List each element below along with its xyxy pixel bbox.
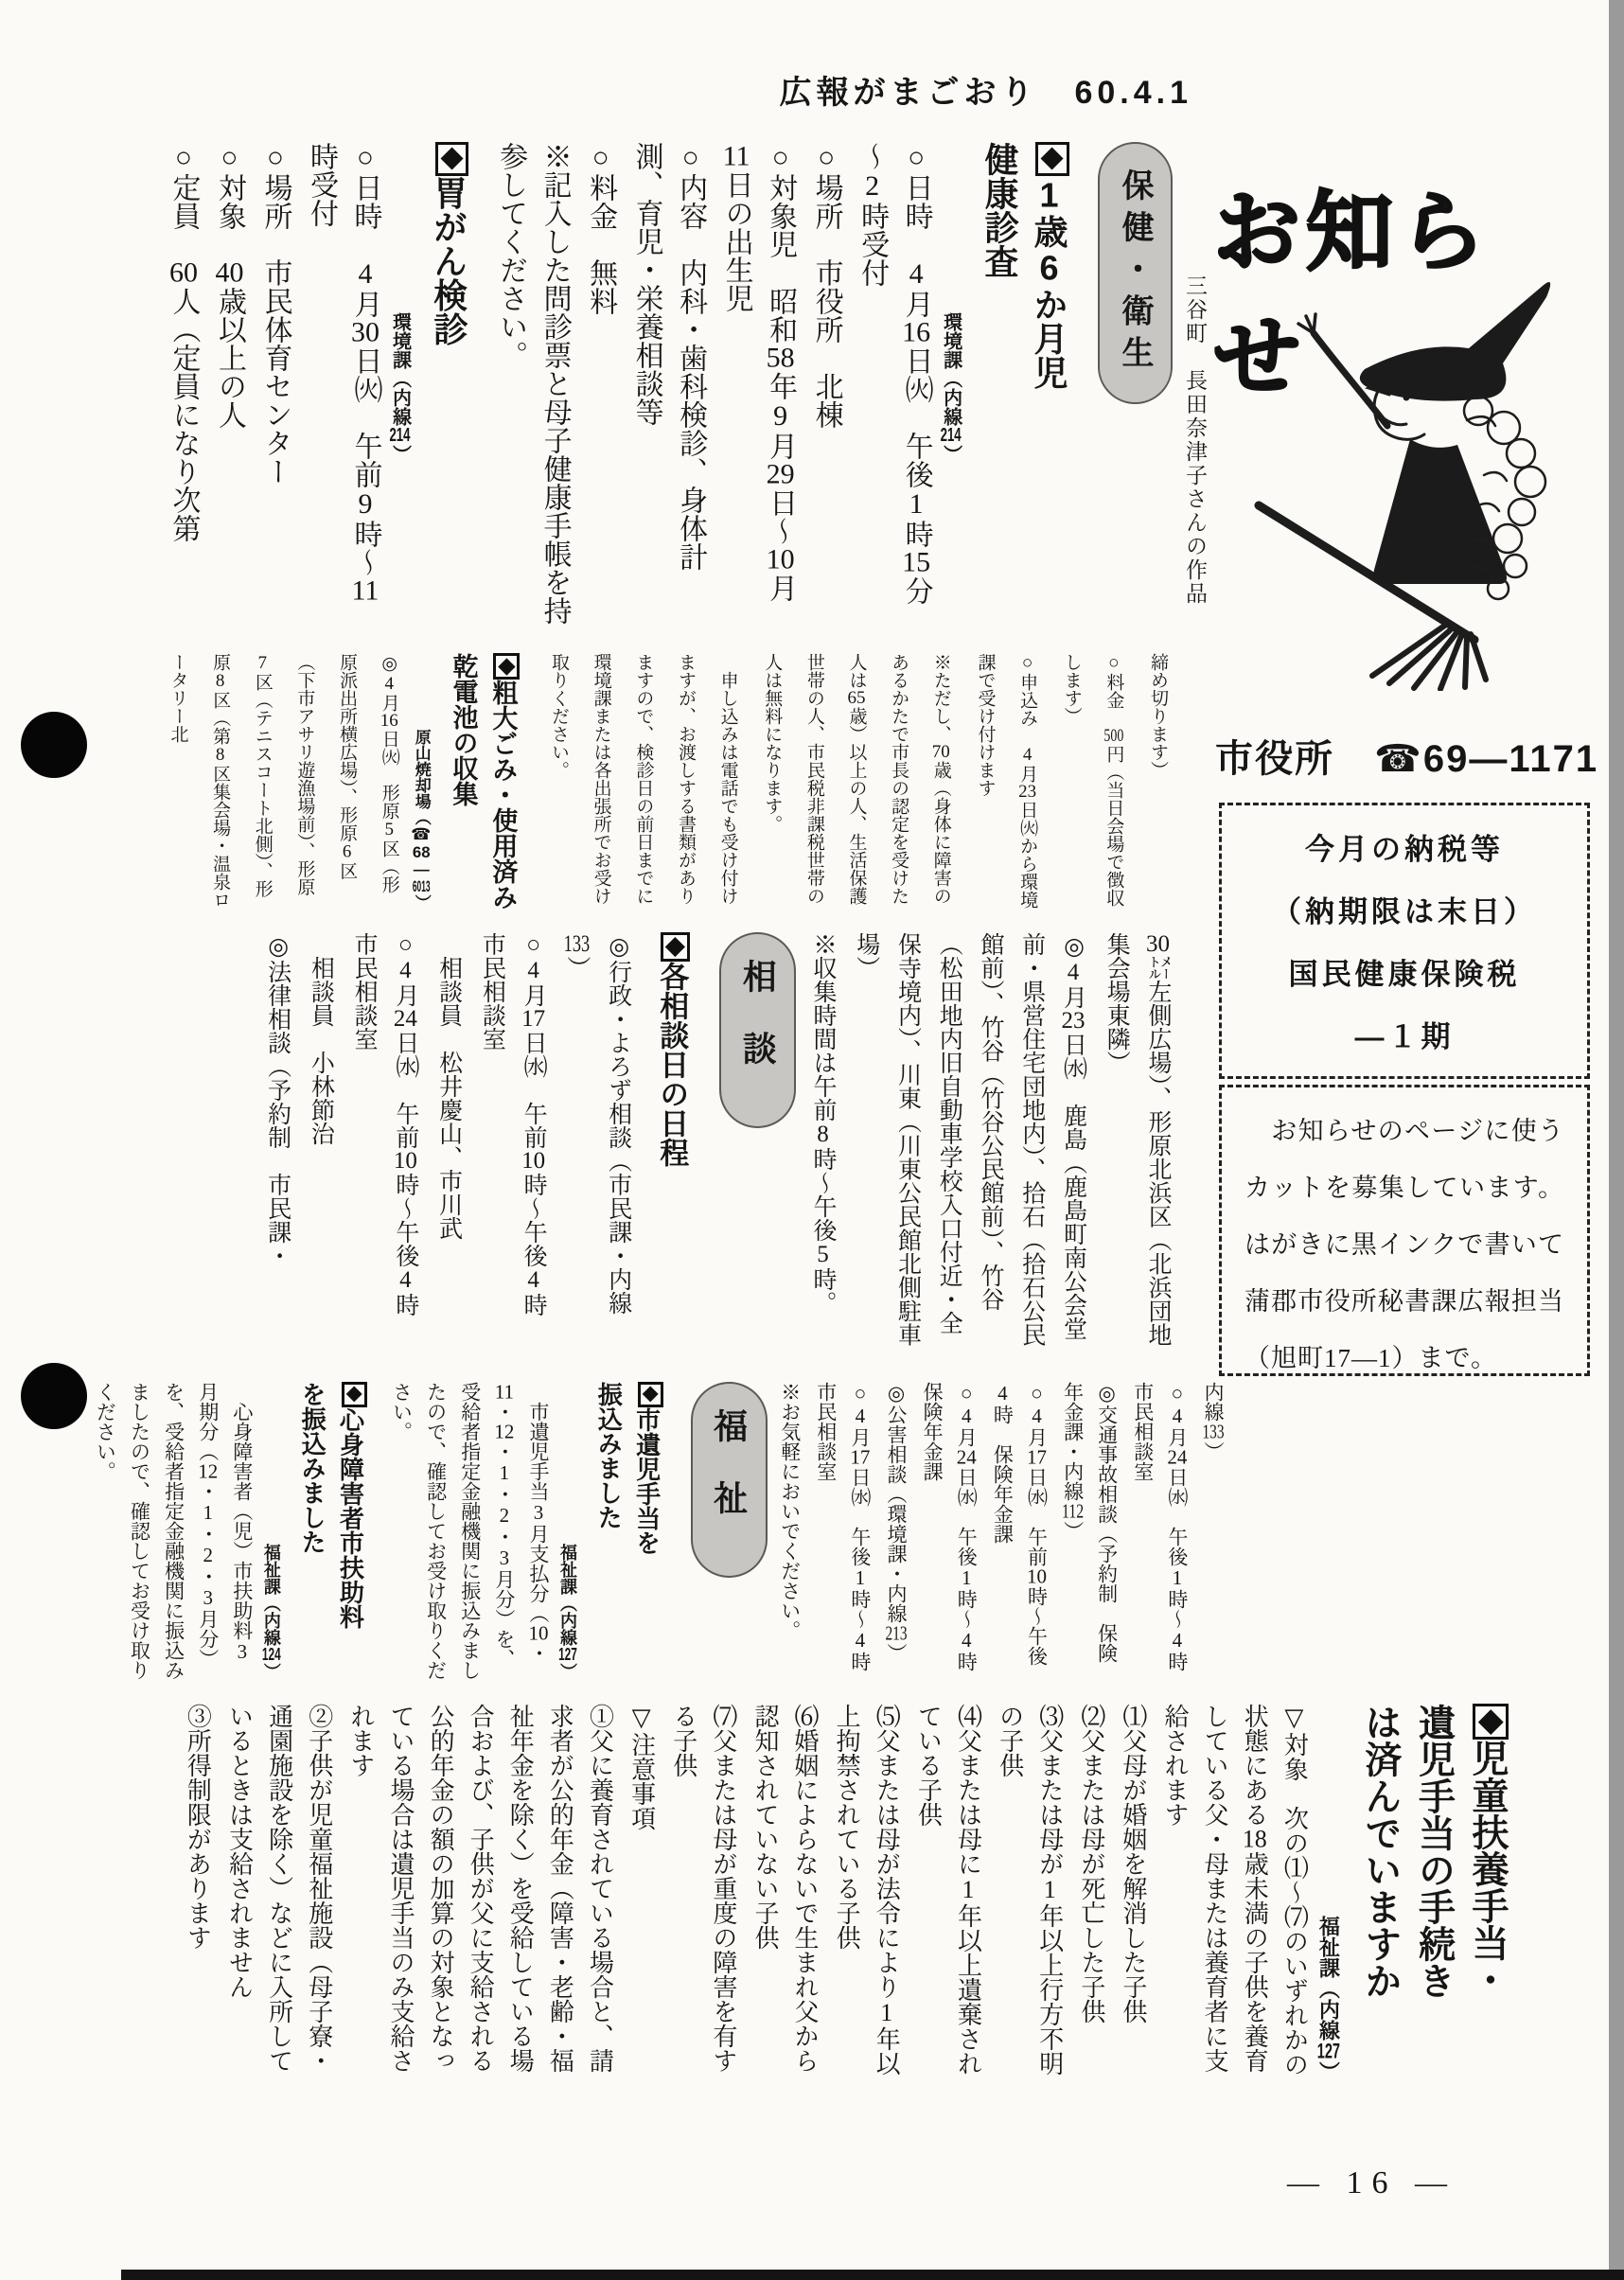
label-text: 市遺児手当3月支払分（10・11・12・1・2・3月分）を、受給者指定金融機関に振込みましたので、確認してお受け取りください。 xyxy=(390,1382,550,1680)
text-column xyxy=(845,932,1094,1355)
label-text: ※お気軽においでください。 xyxy=(778,1382,802,1640)
diamond-box-icon xyxy=(661,932,690,962)
label-text: ○4月17日㈬ 午前10時～午後4時 保険年金課 xyxy=(991,1382,1049,1666)
text-column xyxy=(745,1704,824,2082)
label-text: 環境課（内線214） xyxy=(940,312,962,464)
label-text: ⑵父または母が死亡した子供 xyxy=(1077,1704,1105,2024)
text-column xyxy=(300,932,342,1355)
label-text: ○料金 無料 xyxy=(585,142,617,315)
band-jidou-fuyou xyxy=(80,1704,1528,2082)
label-text: ○4月17日㈬ 午前10時～午後4時 市民相談室 xyxy=(479,932,547,1340)
band-hoken-eisei xyxy=(80,142,1178,625)
label-text: ○場所 市民体育センター xyxy=(259,142,291,486)
label-text: 各相談日の日程 xyxy=(655,962,689,1168)
scan-edge-bottom xyxy=(121,2270,1624,2280)
text-column xyxy=(1196,1382,1230,1680)
label-text: ▽注意事項 xyxy=(627,1704,656,1830)
section-pill xyxy=(719,932,796,1128)
section-heading xyxy=(1352,1704,1513,2082)
masthead: 広報がまごおり 60.4.1 xyxy=(779,75,1192,111)
label-text: ※ただし、70歳（身体に障害のあるかたで市長の認定を受けた人は65歳）以上の人、生活保護世帯の人、市民税非課税世帯の人は無料になります。 xyxy=(762,653,951,905)
text-column xyxy=(714,142,802,625)
section-heading xyxy=(443,653,522,910)
section-pill xyxy=(1098,142,1173,404)
label-text: ③所得制限があります xyxy=(184,1704,212,1950)
text-column xyxy=(206,142,251,625)
label-text: ○4月17日㈬ 午後1時～4時 市民相談室 xyxy=(814,1382,872,1691)
label-text: ▽対象 次の⑴～⑺のいずれかの状態にある18歳未満の子供を養育している父・母または養育者に支給されます xyxy=(1161,1704,1309,2077)
department-credit xyxy=(556,1382,580,1680)
label-text: ○定員 60人（定員になり次第 xyxy=(168,142,200,542)
department-credit xyxy=(1314,1704,1343,2082)
label-text: ○日時 4月30日㈫ 午前9時～11時受付 xyxy=(305,142,381,605)
text-column xyxy=(963,653,1048,910)
text-column xyxy=(428,932,469,1355)
tax-line: （納期限は末日） xyxy=(1272,895,1537,928)
label-text: 心身障害者（児）市扶助料3月期分（12・1・2・3月分）を、受給者指定金融機関に振込みましたので、確認してお受け取りください。 xyxy=(94,1382,254,1680)
section-heading xyxy=(590,1382,666,1680)
label-text: 相談員 松井慶山、市川武 xyxy=(435,932,462,1240)
label-text: ⑸父または母が法令により1年以上拘禁されている子供 xyxy=(833,1704,901,2076)
diamond-box-icon xyxy=(493,653,520,680)
text-column xyxy=(343,932,426,1355)
witch-illustration xyxy=(1230,257,1571,691)
text-column xyxy=(556,932,639,1355)
text-column xyxy=(88,1382,259,1680)
label-text: 福祉課（内線124） xyxy=(261,1544,281,1680)
text-column xyxy=(156,653,410,910)
label-text: ○料金 500円（当日会場で徴収します） xyxy=(1061,653,1124,907)
label-text: 原山焼却場（☎68―6013） xyxy=(412,729,431,910)
label-text: ○日時 4月16日㈫ 午後1時15分～2時受付 xyxy=(856,142,932,605)
label-text: 市遺児手当を 振込みました xyxy=(594,1382,662,1556)
diamond-box-icon xyxy=(1035,142,1069,176)
label-text: ⑺父または母が重度の障害を有する子供 xyxy=(669,1704,737,2073)
text-column xyxy=(488,142,576,625)
text-column xyxy=(1113,1704,1153,2082)
text-column xyxy=(1126,1382,1194,1691)
label-text: ○4月24日㈬ 午後1時～4時 市民相談室 xyxy=(1131,1382,1189,1691)
label-text: 締め切ります） xyxy=(1148,653,1168,779)
diamond-box-icon xyxy=(638,1382,663,1407)
text-column xyxy=(915,1382,983,1691)
label-text: ※記入した問診票と母子健康手帳を持参してください。 xyxy=(495,142,571,625)
cityhall-phone-line: 市役所 ☎69―1171 xyxy=(1215,738,1599,780)
text-column xyxy=(298,142,386,625)
label-text: 粗大ごみ・使用済み 乾電池の収集 xyxy=(449,653,518,910)
text-column xyxy=(341,1704,620,2082)
text-column xyxy=(1071,1704,1111,2082)
label-text: 福祉課（内線127） xyxy=(1316,1916,1341,2082)
label-text: 心身障害者市扶助料 を振込みました xyxy=(298,1382,365,1630)
tax-line: 今月の納税等 xyxy=(1305,833,1504,866)
text-column xyxy=(908,1704,987,2082)
label-text: ⑷父または母に1年以上遺棄されている子供 xyxy=(914,1704,982,2076)
department-credit xyxy=(259,1382,284,1680)
label-text: ②子供が児童福祉施設（母子寮・通園施設を除く）などに入所しているときは支給されません xyxy=(225,1704,333,2073)
text-column xyxy=(384,1382,556,1680)
label-text: ⑹婚姻によらないで生まれ父から認知されていない子供 xyxy=(750,1704,820,2073)
band-soudan xyxy=(80,932,1178,1355)
text-column xyxy=(177,1704,217,2082)
text-column xyxy=(989,1704,1068,2082)
tax-line: ―１期 xyxy=(1354,1020,1455,1053)
text-column xyxy=(253,142,297,625)
department-credit xyxy=(386,142,414,625)
label-text: 保健・衛生 xyxy=(1117,168,1153,378)
section-pill xyxy=(691,1382,768,1578)
text-column xyxy=(256,932,298,1355)
label-text: ○申込み 4月23日㈫から環境課で受け付けます xyxy=(975,653,1038,909)
label-text: 30㍍左側広場）、形原北浜区（北浜団地集会場東隣） xyxy=(1103,932,1171,1347)
label-text: ◎公害相談（環境課・内線213） xyxy=(885,1382,909,1663)
diamond-box-icon xyxy=(435,142,469,176)
text-column xyxy=(1136,653,1178,910)
tax-notice-box xyxy=(1219,803,1590,1079)
department-credit xyxy=(410,653,433,910)
scan-edge-right xyxy=(1609,0,1624,2280)
punch-hole xyxy=(21,712,87,778)
text-column xyxy=(750,653,962,910)
text-column xyxy=(802,932,843,1355)
label-text: ○4月24日㈬ 午後1時～4時 保険年金課 xyxy=(921,1382,979,1691)
cut-recruit-box: お知らせのページに使うカットを募集しています。はがきに黒インクで書いて蒲郡市役所秘書課広報担当（旭町17―1）まで。 xyxy=(1219,1085,1590,1376)
punch-hole xyxy=(21,1363,87,1429)
text-column xyxy=(850,142,938,625)
label-text: ○対象児 昭和58年9月29日～10月11日の出生児 xyxy=(720,142,797,602)
section-heading xyxy=(975,142,1073,625)
tax-line: 国民健康保険税 xyxy=(1288,958,1521,991)
department-credit xyxy=(938,142,965,625)
text-column xyxy=(537,653,748,910)
label-text: 胃がん検診 xyxy=(429,175,468,346)
band-sodaigomi xyxy=(80,653,1178,910)
text-column xyxy=(663,1704,743,2082)
text-column xyxy=(985,1382,1053,1680)
text-column xyxy=(1055,1382,1123,1680)
label-text: ○対象 40歳以上の人 xyxy=(213,142,245,429)
section-heading xyxy=(423,142,472,625)
label-text: ※収集時間は午前8時～午後5時。 xyxy=(810,932,836,1315)
label-text: ◎4月23日㈬ 鹿島（鹿島町南公会堂前・県営住宅団地内）、拾石（拾石公民館前）、竹谷（竹谷公民館前）、竹谷（松田地内旧自動車学校入口付近・全保寺境内）、川東（川東公民館北側駐車場） xyxy=(853,932,1086,1347)
label-text: ①父に養育されている場合と、請求者が公的年金（障害・老齢・福祉年金を除く）を受給している場合および、子供が父に支給される公的年金の額の加算の対象となっている場合は遺児手当のみ支給されます xyxy=(346,1704,614,2073)
diamond-box-icon xyxy=(1473,1704,1509,1740)
label-text: ○4月24日㈬ 午前10時～午後4時 市民相談室 xyxy=(351,932,418,1340)
band-fukushi xyxy=(80,1382,1230,1691)
text-column xyxy=(219,1704,338,2082)
label-text: ○内容 内科・歯科検診、身体計測、育児・栄養相談等 xyxy=(630,142,707,571)
label-text: ⑶父または母が1年以上行方不明の子供 xyxy=(996,1704,1064,2076)
label-text: 環境課（内線214） xyxy=(389,312,411,464)
label-text: ◎交通事故相談（予約制 保険年金課・内線112） xyxy=(1061,1382,1119,1663)
text-column xyxy=(471,932,555,1355)
section-heading xyxy=(648,932,696,1355)
text-column xyxy=(803,142,848,625)
text-column xyxy=(624,142,712,625)
text-column xyxy=(622,1704,662,2082)
text-column xyxy=(161,142,205,625)
label-text: 1歳6か月児 健康診査 xyxy=(980,142,1068,390)
page-number: ― 16 ― xyxy=(1287,2165,1456,2200)
label-text: 相談員 小林節治 xyxy=(308,932,334,1145)
text-column xyxy=(1050,653,1134,910)
label-text: 内線133） xyxy=(1202,1382,1225,1461)
text-column xyxy=(826,1704,906,2082)
section-heading xyxy=(293,1382,370,1680)
text-column xyxy=(773,1382,807,1680)
label-text: 児童扶養手当・ 遺児手当の手続き は済んでいますか xyxy=(1359,1704,1508,1999)
label-text: 相談 xyxy=(738,959,778,1103)
text-column xyxy=(1155,1704,1314,2082)
text-column xyxy=(1096,932,1179,1355)
label-text: ○場所 市役所 北棟 xyxy=(810,142,842,429)
label-text: ⑴父母が婚姻を解消した子供 xyxy=(1119,1704,1147,2024)
label-text: ◎法律相談（予約制 市民課・ xyxy=(264,932,291,1267)
label-text: ◎行政・よろず相談（市民課・内線133） xyxy=(563,932,631,1315)
page-title: お知らせ xyxy=(1213,185,1492,406)
label-text: ◎4月16日㈫ 形原5区（形原派出所横広場）、形原6区（下市アサリ遊漁場前）、形原7区（テニスコート北側）、形原8区（第8区集会場・温泉ロータリー北 xyxy=(168,653,399,909)
text-column xyxy=(809,1382,877,1691)
text-column xyxy=(879,1382,913,1680)
label-text: 申し込みは電話でも受け付けますが、お渡しする書類がありますので、検診日の前日までに環境課または各出張所でお受け取りください。 xyxy=(549,653,738,905)
text-column xyxy=(578,142,623,625)
diamond-box-icon xyxy=(342,1382,367,1407)
label-text: 福祉 xyxy=(709,1408,749,1552)
label-text: 福祉課（内線127） xyxy=(557,1544,577,1680)
artist-caption: 三谷町 長田奈津子さんの作品 xyxy=(1183,274,1207,606)
